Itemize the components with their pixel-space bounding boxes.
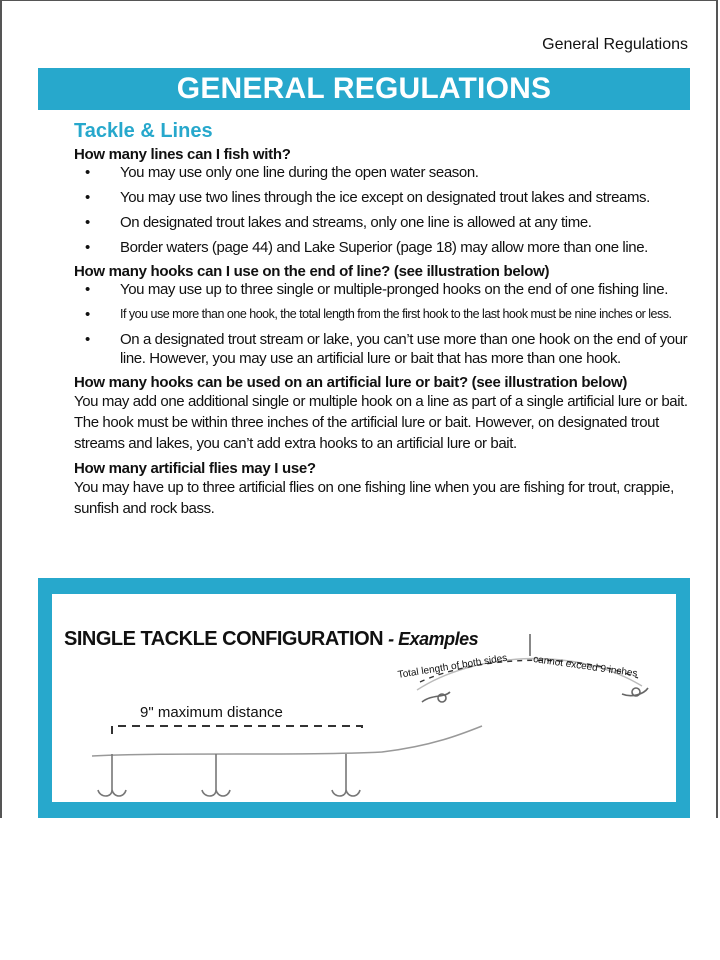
list-item (74, 188, 694, 207)
tackle-title-suffix: - Examples (388, 629, 479, 649)
list-item (74, 305, 694, 324)
tackle-title-main: SINGLE TACKLE CONFIGURATION (64, 628, 384, 650)
banner-title: GENERAL REGULATIONS (176, 72, 552, 105)
list-item (74, 238, 694, 257)
tackle-diagram (52, 594, 676, 802)
section-title: Tackle & Lines (74, 120, 213, 142)
bullet-icon: • (85, 164, 90, 181)
fishing-line (92, 726, 482, 756)
bullet-icon: • (85, 214, 90, 231)
dimension-bracket (112, 726, 362, 734)
hook-icon (202, 754, 230, 796)
question-hooks-line: How many hooks can I use on the end of line? (see illustration below) (74, 263, 550, 280)
list-item-text: On designated trout lakes and streams, only one line is allowed at any time. (120, 214, 592, 231)
bullet-icon: • (85, 331, 90, 348)
limit-label: cannot exceed 9 inches (532, 654, 639, 680)
list-item-text: You may use only one line during the open water season. (120, 164, 479, 181)
max-distance-label: 9" maximum distance (140, 704, 283, 721)
main-content (74, 120, 694, 525)
list-item (74, 163, 694, 182)
hook-icon (622, 688, 648, 696)
hook-icon (332, 754, 360, 796)
bullet-icon: • (85, 239, 90, 256)
bullet-icon: • (85, 306, 90, 323)
list-item (74, 213, 694, 232)
list-item (74, 330, 694, 368)
list-item-text: You may use up to three single or multiple-pronged hooks on the end of one fishing line. (120, 281, 668, 298)
question-flies: How many artificial flies may I use? (74, 460, 316, 477)
list-item (74, 280, 694, 299)
list-item-text: If you use more than one hook, the total length from the first hook to the last hook must be nine inches or less. (120, 307, 672, 321)
list-item-text: On a designated trout stream or lake, you can’t use more than one hook on the end of your line. However, you may use an artificial lure or bait that has more than one hook. (120, 331, 688, 367)
tackle-illustration (52, 594, 676, 802)
hooks-list (74, 280, 694, 368)
total-length-label: Total length of both sides (397, 652, 508, 681)
bullet-icon: • (85, 189, 90, 206)
list-item-text: You may use two lines through the ice except on designated trout lakes and streams. (120, 189, 650, 206)
tackle-title (64, 628, 478, 651)
hook-icon (422, 692, 450, 702)
running-head: General Regulations (542, 36, 688, 53)
list-item-text: Border waters (page 44) and Lake Superior (page 18) may allow more than one line. (120, 239, 648, 256)
lines-list (74, 163, 694, 257)
page-banner (38, 68, 690, 110)
answer-flies: You may have up to three artificial flies on one fishing line when you are fishing for trout, crappie, sunfish and rock bass. (74, 479, 674, 517)
answer-hooks-lure: You may add one additional single or multiple hook on a line as part of a single artificial lure or bait. The hook must be within three inches of the artificial lure or bait. However, on designated trout streams and lakes, you can’t add extra hooks to an artificial lure or bait. (74, 393, 688, 452)
question-hooks-lure: How many hooks can be used on an artificial lure or bait? (see illustration below) (74, 374, 628, 391)
hook-icon (98, 754, 126, 796)
tackle-illustration-box (38, 578, 690, 818)
bullet-icon: • (85, 281, 90, 298)
question-lines: How many lines can I fish with? (74, 146, 291, 163)
